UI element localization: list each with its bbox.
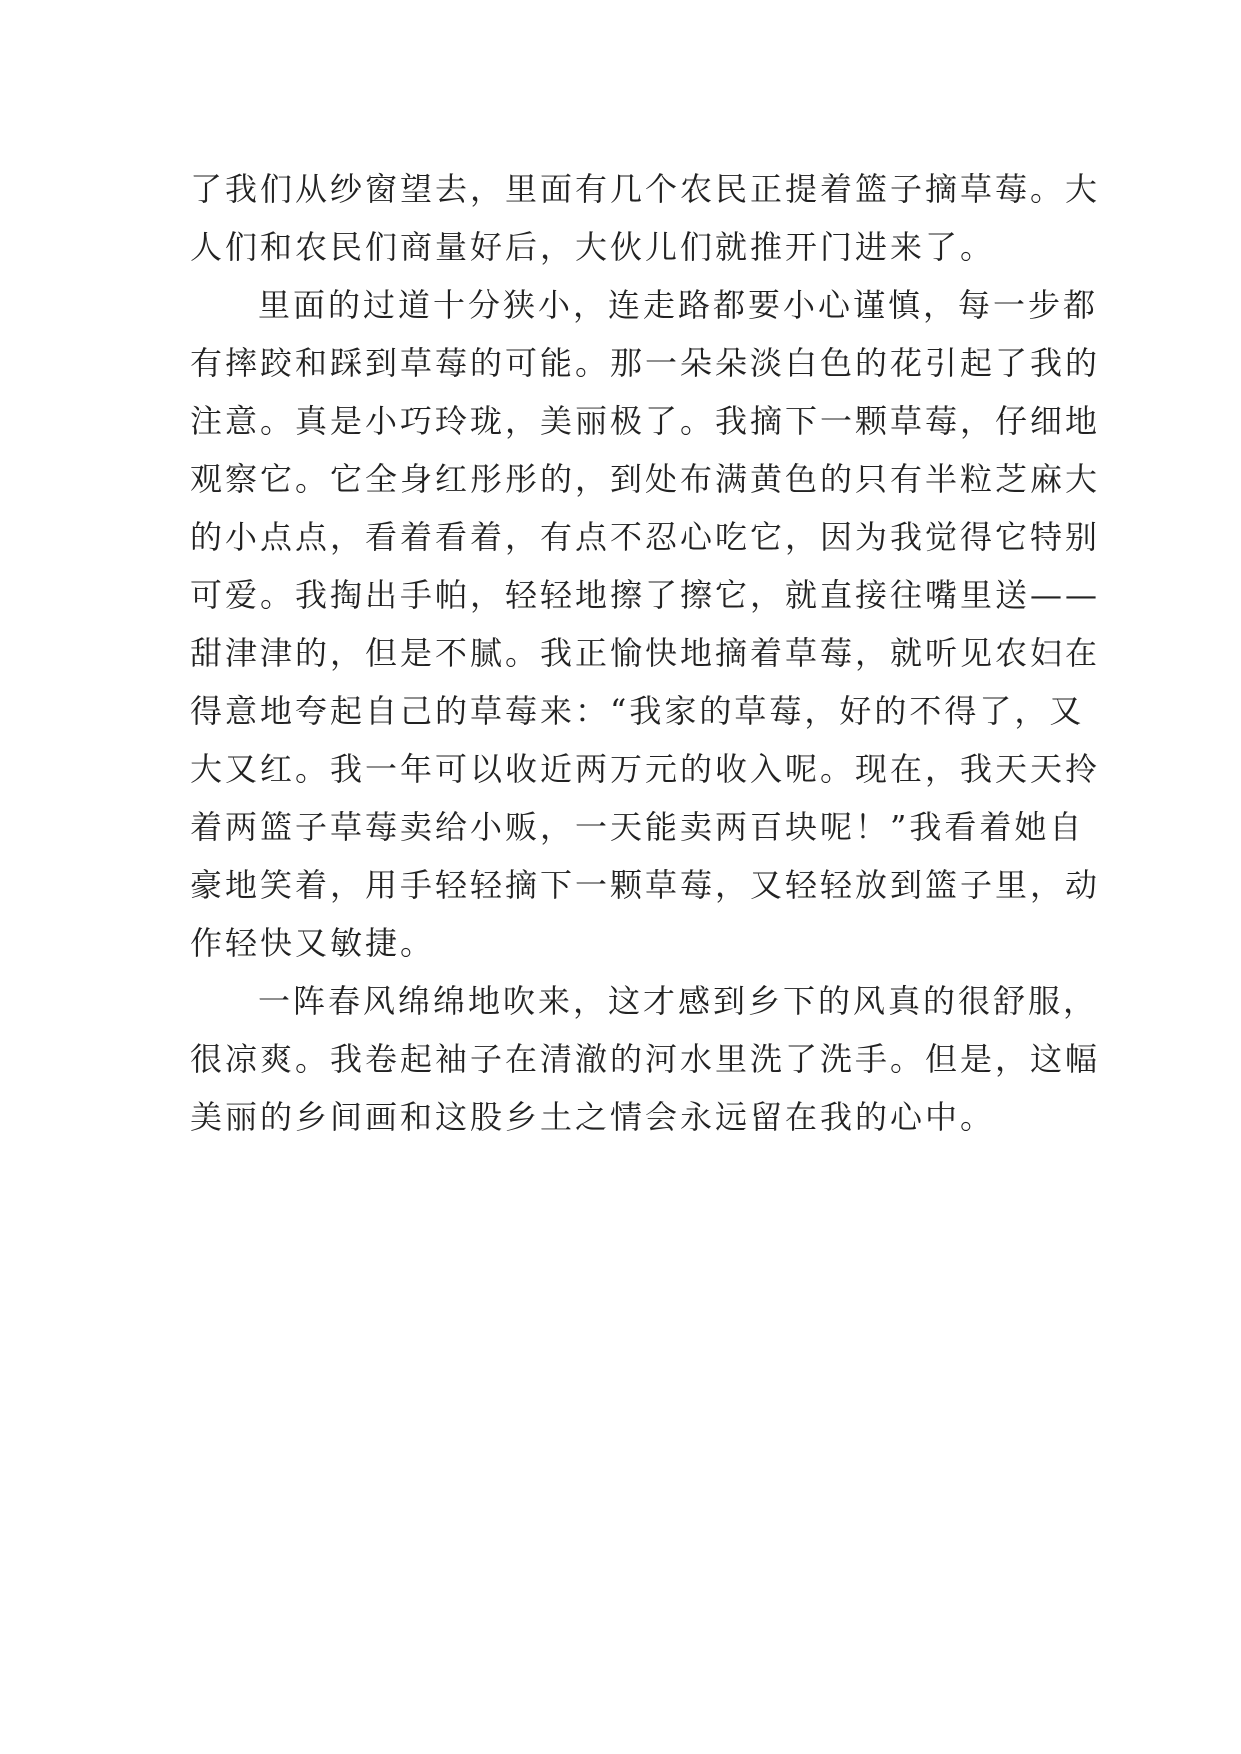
- text-line: 的小点点，看着看着，有点不忍心吃它，因为我觉得它特别: [190, 518, 1101, 556]
- text-line: 人们和农民们商量好后，大伙儿们就推开门进来了。: [190, 228, 996, 266]
- text-line: 观察它。它全身红彤彤的，到处布满黄色的只有半粒芝麻大: [190, 460, 1101, 498]
- paragraph-2: [190, 276, 1101, 972]
- text-line: 美丽的乡间画和这股乡土之情会永远留在我的心中。: [190, 1098, 996, 1136]
- text-line: 了我们从纱窗望去，里面有几个农民正提着篮子摘草莓。大: [190, 170, 1101, 208]
- text-line: 里面的过道十分狭小，连走路都要小心谨慎，每一步都: [258, 286, 1099, 324]
- text-line: 作轻快又敏捷。: [190, 924, 436, 962]
- text-line: 很凉爽。我卷起袖子在清澈的河水里洗了洗手。但是，这幅: [190, 1040, 1101, 1078]
- text-line: 一阵春风绵绵地吹来，这才感到乡下的风真的很舒服，: [258, 982, 1099, 1020]
- paragraph-3: [190, 972, 1101, 1146]
- paragraph-1: [190, 160, 1101, 276]
- text-line: 得意地夸起自己的草莓来：“我家的草莓，好的不得了，又: [190, 692, 1085, 730]
- text-line: 注意。真是小巧玲珑，美丽极了。我摘下一颗草莓，仔细地: [190, 402, 1101, 440]
- text-line: 可爱。我掏出手帕，轻轻地擦了擦它，就直接往嘴里送——: [190, 576, 1101, 614]
- text-line: 有摔跤和踩到草莓的可能。那一朵朵淡白色的花引起了我的: [190, 344, 1101, 382]
- text-line: 甜津津的，但是不腻。我正愉快地摘着草莓，就听见农妇在: [190, 634, 1101, 672]
- text-line: 着两篮子草莓卖给小贩，一天能卖两百块呢！”我看着她自: [190, 808, 1085, 846]
- text-line: 大又红。我一年可以收近两万元的收入呢。现在，我天天拎: [190, 750, 1101, 788]
- document-body: [190, 160, 1101, 1146]
- text-line: 豪地笑着，用手轻轻摘下一颗草莓，又轻轻放到篮子里，动: [190, 866, 1101, 904]
